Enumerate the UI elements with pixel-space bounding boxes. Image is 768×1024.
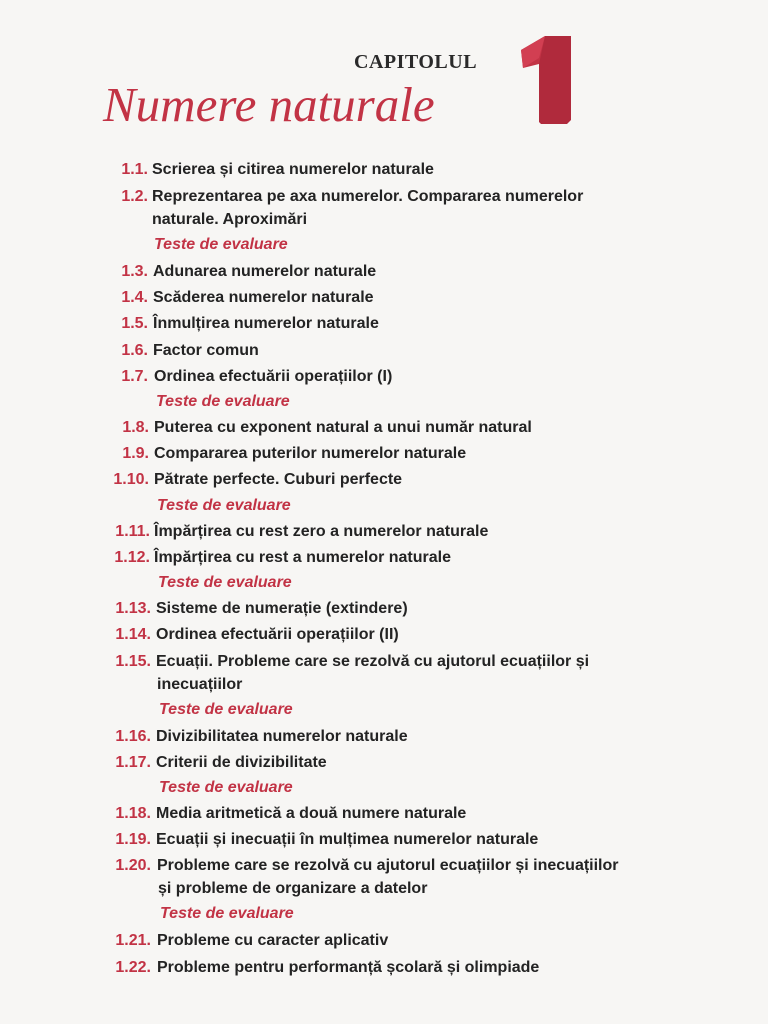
toc-item-title: Puterea cu exponent natural a unui număr natural: [154, 419, 532, 436]
toc-item-title: Factor comun: [153, 342, 259, 359]
evaluation-tests-link[interactable]: Teste de evaluare: [160, 905, 294, 922]
toc-item-title: Probleme pentru performanță școlară și olimpiade: [157, 959, 540, 976]
toc-item-number: 1.19.: [115, 831, 151, 848]
evaluation-tests-link[interactable]: Teste de evaluare: [154, 236, 288, 253]
evaluation-tests-link[interactable]: Teste de evaluare: [159, 701, 293, 718]
toc-item-number: 1.17.: [115, 754, 151, 771]
toc-item-number: 1.5.: [121, 315, 148, 332]
chapter-number-graphic: [509, 28, 589, 128]
toc-item-title: Sisteme de numerație (extindere): [156, 600, 408, 617]
toc-item-title: Criterii de divizibilitate: [156, 754, 327, 771]
evaluation-tests-link[interactable]: Teste de evaluare: [157, 497, 291, 514]
toc-item-title: Înmulțirea numerelor naturale: [153, 315, 379, 332]
toc-item-number: 1.14.: [115, 626, 151, 643]
toc-item-number: 1.4.: [121, 289, 148, 306]
chapter-title: Numere naturale: [103, 77, 435, 132]
toc-item-number: 1.3.: [121, 263, 148, 280]
toc-item-title-continued: inecuațiilor: [157, 676, 243, 693]
toc-item-title: Divizibilitatea numerelor naturale: [156, 728, 408, 745]
toc-item-title: Adunarea numerelor naturale: [153, 263, 377, 280]
toc-item-number: 1.2.: [121, 188, 148, 205]
toc-item-title: Ordinea efectuării operațiilor (II): [156, 626, 399, 643]
evaluation-tests-link[interactable]: Teste de evaluare: [159, 779, 293, 796]
evaluation-tests-link[interactable]: Teste de evaluare: [158, 574, 292, 591]
toc-item-number: 1.8.: [122, 419, 149, 436]
toc-item-title: Probleme cu caracter aplicativ: [157, 932, 389, 949]
toc-item-number: 1.10.: [113, 471, 149, 488]
toc-item-title: Compararea puterilor numerelor naturale: [154, 445, 467, 462]
toc-item-title: Împărțirea cu rest zero a numerelor naturale: [154, 523, 489, 540]
toc-item-number: 1.12.: [114, 549, 150, 566]
toc-item-title: Probleme care se rezolvă cu ajutorul ecuațiilor și inecuațiilor: [157, 857, 619, 874]
toc-item-number: 1.18.: [115, 805, 151, 822]
toc-item-title: Media aritmetică a două numere naturale: [156, 805, 467, 822]
toc-item-title: Ecuații. Probleme care se rezolvă cu ajutorul ecuațiilor și: [156, 653, 590, 670]
toc-item-number: 1.11.: [115, 523, 150, 540]
toc-item-title: Pătrate perfecte. Cuburi perfecte: [154, 471, 403, 488]
toc-item-title-continued: și probleme de organizare a datelor: [158, 880, 428, 897]
toc-item-title: Scrierea și citirea numerelor naturale: [152, 161, 434, 178]
toc-item-number: 1.22.: [115, 959, 151, 976]
toc-item-title-continued: naturale. Aproximări: [152, 211, 308, 228]
chapter-label: CAPITOLUL: [354, 51, 478, 73]
toc-item-number: 1.21.: [115, 932, 151, 949]
toc-item-number: 1.20.: [115, 857, 151, 874]
toc-item-number: 1.7.: [121, 368, 148, 385]
toc-item-number: 1.6.: [121, 342, 148, 359]
toc-item-number: 1.16.: [115, 728, 151, 745]
toc-item-title: Scăderea numerelor naturale: [153, 289, 374, 306]
toc-item-title: Reprezentarea pe axa numerelor. Compararea numerelor: [152, 188, 584, 205]
toc-item-number: 1.1.: [121, 161, 148, 178]
toc-item-number: 1.13.: [115, 600, 151, 617]
toc-item-title: Împărțirea cu rest a numerelor naturale: [154, 549, 451, 566]
toc-item-title: Ecuații și inecuații în mulțimea numerelor naturale: [156, 831, 539, 848]
toc-item-title: Ordinea efectuării operațiilor (I): [154, 368, 393, 385]
evaluation-tests-link[interactable]: Teste de evaluare: [156, 393, 290, 410]
toc-item-number: 1.15.: [115, 653, 151, 670]
toc-item-number: 1.9.: [122, 445, 149, 462]
